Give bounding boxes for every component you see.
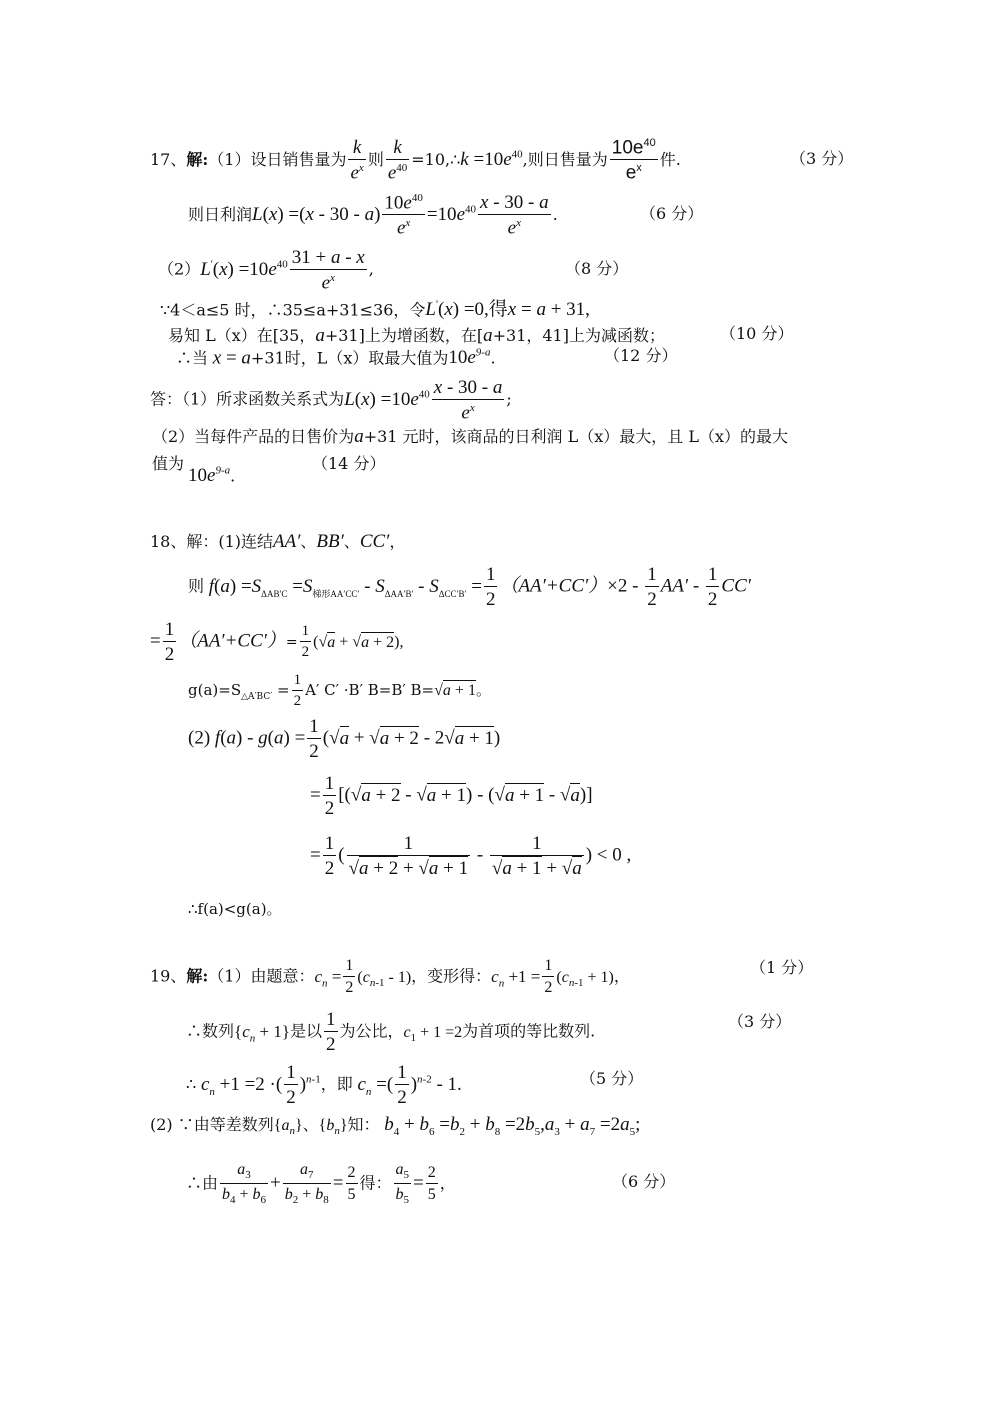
- frac-half-14: $\frac{1}{2}$: [397, 1062, 407, 1108]
- p19-l4-text-a: (2) ∵由等差数列: [150, 1115, 274, 1134]
- frac-a7: $\frac{a_7}{b_2 + b_8}$: [284, 1161, 329, 1207]
- p19-l2-text-c: 为公比，: [339, 1021, 404, 1041]
- p19-l5-text-a: ∴由: [186, 1173, 219, 1193]
- p18-seg-CC: CC′: [359, 531, 390, 552]
- p18-line7: = $\frac{1}{2}$ ( $\frac{1}{√a + 2 + √a + 1}$ - $\frac{1}{√a + 1 + √a}$ ) < 0 ,: [310, 833, 632, 879]
- p18-l4-end: 。: [475, 681, 491, 699]
- p18-title: 18、解：(1)连结: [150, 532, 274, 551]
- p18-line3: = $\frac{1}{2}$ （AA′+CC′）= $\frac{1}{2}$ (√a + √a + 2),: [150, 619, 404, 665]
- p19-line5: ∴由 $\frac{a_3}{b_4 + b_6}$ + $\frac{a_7}{b_2 + b_8}$ = $\frac{2}{5}$ 得： $\frac{a_5}{b_5}$ = $\frac{2}{5}$ ，: [186, 1161, 456, 1207]
- p17-score-6: （6 分）: [640, 204, 704, 223]
- frac-half-9: $\frac{1}{2}$: [324, 833, 335, 879]
- p19-line4: (2) ∵由等差数列$\{a_n\}$、$\{b_n\}$知： $b_4 + b_6 =b_2 + b_8 =2b_5,a_3 + a_7 =2a_5$;: [150, 1114, 641, 1138]
- p17-l5-text-c: +31，41]上为减函数；: [492, 326, 665, 345]
- p17-l5-text-b: +31]上为增函数，在[: [324, 326, 484, 345]
- p19-score-3: （3 分）: [728, 1012, 792, 1031]
- formula-31-a-x-over-ex: $\frac{31 + a - x}{e^x}$: [291, 247, 365, 294]
- p17-answer2: （2）当每件产品的日售价为a+31 元时，该商品的日利润 L（x）最大，且 L（x）的最大: [152, 426, 789, 447]
- p18-line6: = $\frac{1}{2}$ [(√a + 2 - √a + 1) - (√a + 1 - √a)]: [310, 773, 593, 819]
- p19-l3-text-b: ，即: [320, 1074, 353, 1094]
- formula-10e40-over-ex: $\frac{10e^{40}}{e^x}$: [384, 192, 423, 239]
- formula-answer-Lx: $L(x) =10e^{40}$: [344, 388, 430, 410]
- formula-k-over-ex: $\frac{k}{e^x}$: [350, 137, 364, 184]
- p17-answer1: 答：（1）所求函数关系式为$L(x) =10e^{40}$ $\frac{x - 30 - a}{e^x}$ ;: [150, 377, 512, 424]
- p19-line3: ∴ $c_n +1 =2$ ·( $\frac{1}{2}$ )$^{n-1}$，即 $c_n$ =( $\frac{1}{2}$ )$^{n-2}$ - 1.: [186, 1062, 462, 1108]
- p17-l2-text-a: 则日利润: [188, 204, 253, 224]
- p18-l4-sub: △A′BC′: [241, 692, 273, 702]
- p18-l2-text: 则: [188, 576, 205, 596]
- p19-l5-text-b: 得：: [359, 1173, 392, 1193]
- p18-l5-label: (2): [188, 727, 211, 749]
- frac-half-6: $\frac{1}{2}$: [293, 672, 302, 709]
- p17-score-3: （3 分）: [790, 149, 854, 168]
- p18-seg-AA: AA′: [273, 531, 301, 552]
- p18-line1: 18、解：(1)连结AA′、BB′、CC′，: [150, 531, 406, 552]
- frac-2-5-b: $\frac{2}{5}$: [427, 1164, 436, 1204]
- frac-a3: $\frac{a_3}{b_4 + b_6}$: [222, 1161, 267, 1207]
- p19-l2-text-b: 是以: [289, 1021, 322, 1041]
- p19-l4-text-b: 、: [302, 1115, 319, 1134]
- p18-line2: 则 $f(a) =S_{\Delta AB'C} =S_{梯形AA'CC'} - S_{\Delta AA'B'} - S_{\Delta CC'B'}$ = $\frac{1}{2}$ （AA′+CC′）×2 - $\frac{1}{2}$ AA′ - $\frac{1}{2}$ CC′: [188, 564, 751, 610]
- p17-l1-text-a: （1）设日销售量为: [208, 149, 347, 169]
- p18-line5: (2) f(a) - g(a) = $\frac{1}{2}$ (√a + √a + 2 - 2√a + 1): [188, 716, 501, 762]
- frac-half-13: $\frac{1}{2}$: [286, 1062, 296, 1108]
- frac-half-11: $\frac{1}{2}$: [544, 957, 553, 996]
- p17-line2: 则日利润L(x) =(x - 30 - a) $\frac{10e^{40}}{e^x}$ $=10e^{40}$ $\frac{x - 30 - a}{e^x}$ .: [188, 192, 558, 239]
- p17-ans1-text: 答：（1）所求函数关系式为: [150, 389, 345, 409]
- frac-diff-2: $\frac{1}{√a + 1 + √a}$: [491, 833, 582, 879]
- p19-jie: 解:: [186, 966, 209, 986]
- p17-score-10: （10 分）: [720, 324, 794, 343]
- formula-answer-frac: $\frac{x - 30 - a}{e^x}$: [433, 377, 503, 424]
- p17-score-12: （12 分）: [604, 346, 678, 365]
- p17-ans3-text: 值为: [152, 454, 185, 473]
- p17-ans2-text-a: （2）当每件产品的日售价为: [152, 427, 355, 446]
- p19-l4-text-c: 知：: [347, 1115, 380, 1134]
- p17-ans2-text-b: +31 元时，该商品的日利润 L（x）最大，且 L（x）的最大: [363, 427, 789, 446]
- frac-half-8: $\frac{1}{2}$: [324, 773, 335, 819]
- p17-number: 17、: [150, 149, 187, 169]
- p19-l1-text-b: ，变形得：: [411, 966, 492, 986]
- frac-half-1: $\frac{1}{2}$: [485, 564, 496, 610]
- frac-half-4: $\frac{1}{2}$: [164, 619, 175, 665]
- p17-score-8: （8 分）: [565, 259, 629, 278]
- p17-line4: [160, 300, 590, 319]
- p19-score-5: （5 分）: [580, 1069, 644, 1088]
- p17-l6-text-b: +31时，L（x）取最大值为: [250, 348, 449, 368]
- p17-l5-text-a: 易知 L（x）在[35，: [168, 326, 316, 345]
- formula-x-30-a-over-ex: $\frac{x - 30 - a}{e^x}$: [480, 192, 549, 239]
- p17-l6-text-a: ∴当: [176, 348, 209, 368]
- formula-Lprime-zero: L'(x) =0,得x = a + 31,: [425, 299, 590, 321]
- p17-line6: ∴当 x = a+31时，L（x）取最大值为$10e^{9-a}$.: [176, 347, 496, 369]
- p18-l4-text-a: g(a)=S: [188, 681, 242, 699]
- formula-Lprime: $L'(x) =10e^{40}$: [200, 258, 288, 280]
- frac-half-2: $\frac{1}{2}$: [647, 564, 657, 610]
- p17-line3: $(2)L'(x) =10e^{40}$ $\frac{31 + a - x}{e^x}$ ,: [158, 247, 374, 294]
- frac-half-12: $\frac{1}{2}$: [326, 1009, 336, 1055]
- p19-line2: ∴数列$\{c_n + 1\}$是以 $\frac{1}{2}$ 为公比，$c_1 + 1 =2$为首项的等比数列.: [186, 1009, 596, 1055]
- p19-l1-text-a: （1）由题意：: [208, 966, 315, 986]
- p18-line8: ∴f(a)<g(a)。: [188, 900, 282, 918]
- p17-l1-text-e: 件.: [659, 149, 681, 169]
- frac-half-10: $\frac{1}{2}$: [345, 957, 354, 996]
- formula-k-over-e40: $\frac{k}{e^{40}}$: [387, 137, 408, 184]
- p17-answer3: [152, 456, 184, 472]
- formula-daily-sales: $\frac{10e^{40}}{e^x}$: [611, 137, 656, 184]
- p17-l1-text-b: 则: [367, 149, 384, 169]
- p18-tixing-sub: 梯形AA′CC′: [312, 588, 360, 599]
- frac-half-5: $\frac{1}{2}$: [301, 623, 310, 660]
- p17-l3-text-a: （2）: [158, 259, 201, 279]
- p17-l4-text-a: ∵4＜a≤5 时，∴35≤a+31≤36，令: [160, 300, 426, 320]
- frac-2-5-a: $\frac{2}{5}$: [347, 1164, 356, 1204]
- p17-jie: 解:: [186, 149, 209, 169]
- p18-seg-BB: BB′: [316, 531, 344, 552]
- p19-number: 19、: [150, 966, 187, 986]
- p17-l1-text-d: 则日售量为: [527, 149, 608, 169]
- formula-eq-10e40: $=10e^{40}$: [426, 203, 476, 225]
- formula-Lx: L(x) =(x - 30 - a): [252, 203, 381, 225]
- frac-half-3: $\frac{1}{2}$: [707, 564, 718, 610]
- frac-diff-1: $\frac{1}{√a + 2 + √a + 1}$: [348, 833, 469, 879]
- frac-half-7: $\frac{1}{2}$: [309, 716, 319, 762]
- p17-l1-text-c: =10,∴: [411, 149, 461, 169]
- p18-l4-text-b: A′ C′ ·B′ B=B′ B=: [305, 681, 435, 699]
- p17-answer3-formula: $10e^{9-a}$.: [188, 465, 236, 487]
- p17-line5: 易知 L（x）在[35，a+31]上为增函数，在[a+31，41]上为减函数；: [168, 325, 665, 346]
- p17-score-14: （14 分）: [312, 454, 386, 473]
- frac-a5-b5: $\frac{a_5}{b_5}$: [395, 1161, 410, 1207]
- p19-line1: 19、解:（1）由题意：$c_n$ = $\frac{1}{2}$ $(c_{n-1} - 1)$，变形得：$c_n +1$ = $\frac{1}{2}$ $(c_{n-1} + 1)$，: [150, 957, 630, 996]
- p19-l3-text-a: ∴: [186, 1074, 197, 1094]
- formula-f-area: $f(a) =S_{\Delta AB'C} =S_{梯形AA'CC'} - S_{\Delta AA'B'} - S_{\Delta CC'B'}$ =: [204, 575, 482, 599]
- p18-line4: $g(a)=S_{\triangle A'BC'}$ = $\frac{1}{2}$ A′ C′ ·B′ B=B′ B=√a + 1。: [188, 672, 491, 709]
- p19-score-1: （1 分）: [750, 958, 814, 977]
- p19-l2-text-a: ∴数列: [186, 1021, 235, 1041]
- p19-l2-text-d: 为首项的等比数列.: [462, 1021, 596, 1041]
- p17-line1: 17、解:（1）设日销售量为 $\frac{k}{e^x}$ 则 $\frac{k}{e^{40}}$ =10,∴k $=10e^{40}$,则日售量为 $\frac{10e^{40}}{e^x}$ 件.: [150, 137, 681, 184]
- formula-k-value: $k =10e^{40}$: [460, 148, 523, 170]
- p19-score-6: （6 分）: [612, 1172, 676, 1191]
